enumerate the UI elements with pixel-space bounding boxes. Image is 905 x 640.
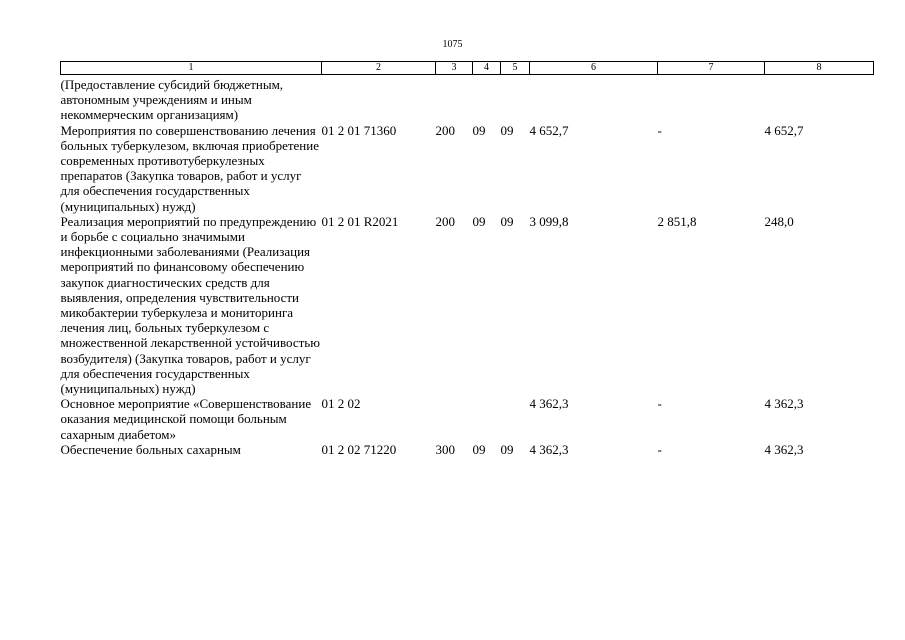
row-regional: 4 362,3 bbox=[764, 396, 804, 412]
table-row bbox=[61, 214, 874, 396]
row-federal: 2 851,8 bbox=[657, 213, 697, 229]
page-number: 1075 bbox=[442, 39, 463, 50]
row-federal bbox=[658, 75, 765, 123]
row-federal: - bbox=[657, 396, 662, 412]
row-total: 4 362,3 bbox=[529, 441, 569, 457]
row-subsection: 09 bbox=[500, 122, 514, 138]
column-number-header bbox=[61, 62, 874, 75]
row-type: 200 bbox=[435, 213, 455, 229]
row-section: 09 bbox=[472, 441, 486, 457]
row-name: Мероприятия по совершенствованию лечения больных туберкулезом, включая приобретение современных противотуберкулезных препаратов (Закупка товаров, работ и услуг для обеспечения государственных (муниципальных) нужд) bbox=[60, 122, 319, 214]
row-code: 01 2 02 bbox=[321, 396, 361, 412]
row-type: 200 bbox=[435, 122, 455, 138]
row-regional: 4 362,3 bbox=[764, 441, 804, 457]
row-subsection: 09 bbox=[500, 213, 514, 229]
row-section: 09 bbox=[472, 213, 486, 229]
row-name: Обеспечение больных сахарным bbox=[60, 441, 241, 457]
row-subsection bbox=[501, 75, 530, 123]
row-total: 4 362,3 bbox=[529, 396, 569, 412]
column-header-8: 8 bbox=[765, 62, 874, 75]
table-row bbox=[61, 442, 874, 457]
row-type bbox=[436, 396, 473, 442]
row-name: Реализация мероприятий по предупреждению и борьбе с социально значимыми инфекционными заболеваниями (Реализация мероприятий по финансовому обеспечению закупок диагностических средств для выявления, определения чувствительности микобактерии туберкулеза и мониторинга лечения лиц, больных туберкулезом с множественной лекарственной устойчивостью возбудителя) (Закупка товаров, работ и услуг для обеспечения государственных (муниципальных) нужд) bbox=[60, 213, 320, 397]
column-header-7: 7 bbox=[658, 62, 765, 75]
row-code: 01 2 02 71220 bbox=[321, 441, 397, 457]
column-header-1: 1 bbox=[61, 62, 322, 75]
column-header-4: 4 bbox=[473, 62, 501, 75]
row-federal: - bbox=[657, 441, 662, 457]
row-code: 01 2 01 R2021 bbox=[321, 213, 399, 229]
row-regional: 4 652,7 bbox=[764, 122, 804, 138]
row-total: 3 099,8 bbox=[529, 213, 569, 229]
row-total bbox=[530, 75, 658, 123]
row-section bbox=[473, 75, 501, 123]
table-row bbox=[61, 396, 874, 442]
budget-table bbox=[60, 61, 874, 457]
table-row bbox=[61, 75, 874, 123]
row-regional bbox=[765, 75, 874, 123]
row-name: Основное мероприятие «Совершенствование оказания медицинской помощи больным сахарным диабетом» bbox=[60, 396, 312, 442]
row-total: 4 652,7 bbox=[529, 122, 569, 138]
row-type bbox=[436, 75, 473, 123]
row-section bbox=[473, 396, 501, 442]
table-row bbox=[61, 123, 874, 214]
column-header-2: 2 bbox=[322, 62, 436, 75]
row-type: 300 bbox=[435, 441, 455, 457]
row-federal: - bbox=[657, 122, 662, 138]
row-subsection: 09 bbox=[500, 441, 514, 457]
row-subsection bbox=[501, 396, 530, 442]
row-regional: 248,0 bbox=[764, 213, 794, 229]
row-code bbox=[322, 75, 436, 123]
column-header-6: 6 bbox=[530, 62, 658, 75]
column-header-5: 5 bbox=[501, 62, 530, 75]
column-header-3: 3 bbox=[436, 62, 473, 75]
row-name: (Предоставление субсидий бюджетным, автономным учреждениям и иным некоммерческим организациям) bbox=[60, 77, 284, 123]
row-code: 01 2 01 71360 bbox=[321, 122, 397, 138]
row-section: 09 bbox=[472, 122, 486, 138]
